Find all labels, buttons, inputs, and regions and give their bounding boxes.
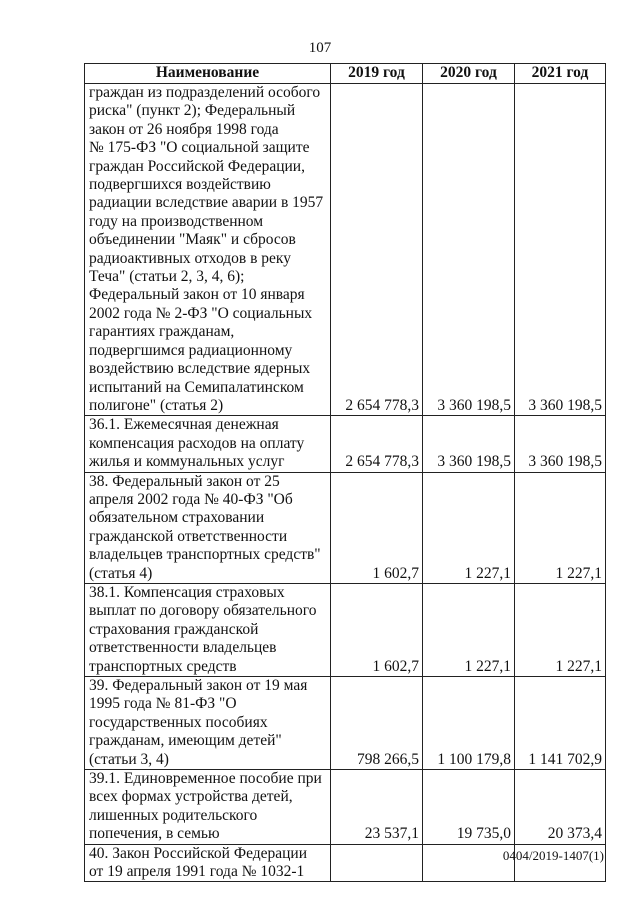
row-name: 38. Федеральный закон от 25 апреля 2002 года № 40-ФЗ "Об обязательном страховании гражданской ответственности владельцев транспортных средств" (статья 4) (85, 472, 331, 583)
row-value-2020 (423, 844, 515, 882)
header-2021: 2021 год (515, 64, 606, 84)
table-row (85, 84, 606, 416)
row-value-2021: 3 360 198,5 (515, 84, 606, 416)
header-2019: 2019 год (331, 64, 423, 84)
row-value-2019: 2 654 778,3 (331, 416, 423, 472)
row-name: 39. Федеральный закон от 19 мая 1995 года № 81-ФЗ "О государственных пособиях гражданам, имеющим детей" (статьи 3, 4) (85, 677, 331, 770)
row-value-2021: 1 227,1 (515, 472, 606, 583)
row-name: 40. Закон Российской Федерации от 19 апреля 1991 года № 1032-1 (85, 844, 331, 882)
row-value-2021: 3 360 198,5 (515, 416, 606, 472)
row-value-2020: 3 360 198,5 (423, 84, 515, 416)
row-value-2019 (331, 844, 423, 882)
budget-table (84, 63, 606, 882)
row-name: 36.1. Ежемесячная денежная компенсация расходов на оплату жилья и коммунальных услуг (85, 416, 331, 472)
header-name: Наименование (85, 64, 331, 84)
document-code: 0404/2019-1407(1) (502, 848, 604, 863)
table-row (85, 770, 606, 845)
table-header-row (85, 64, 606, 84)
row-name: 38.1. Компенсация страховых выплат по договору обязательного страхования гражданской ответственности владельцев транспортных средств (85, 583, 331, 676)
row-value-2019: 2 654 778,3 (331, 84, 423, 416)
row-value-2019: 23 537,1 (331, 770, 423, 845)
page-number: 107 (308, 40, 332, 56)
header-2020: 2020 год (423, 64, 515, 84)
row-value-2020: 3 360 198,5 (423, 416, 515, 472)
row-value-2020: 19 735,0 (423, 770, 515, 845)
row-value-2021: 1 141 702,9 (515, 677, 606, 770)
row-name: граждан из подразделений особого риска" (пункт 2); Федеральный закон от 26 ноября 1998 года № 175-ФЗ "О социальной защите граждан Российской Федерации, подвергшихся воздействию радиации вследствие аварии в 1957 году на производственном объединении "Маяк" и сбросов радиоактивных отходов в реку Теча" (статьи 2, 3, 4, 6); Федеральный закон от 10 января 2002 года № 2-ФЗ "О социальных гарантиях гражданам, подвергшимся радиационному воздействию вследствие ядерных испытаний на Семипалатинском полигоне" (статья 2) (85, 84, 331, 416)
row-value-2020: 1 227,1 (423, 583, 515, 676)
row-value-2021: 20 373,4 (515, 770, 606, 845)
table-row (85, 472, 606, 583)
row-value-2019: 1 602,7 (331, 583, 423, 676)
row-value-2019: 1 602,7 (331, 472, 423, 583)
row-value-2021: 1 227,1 (515, 583, 606, 676)
row-value-2020: 1 227,1 (423, 472, 515, 583)
table-row (85, 416, 606, 472)
row-name: 39.1. Единовременное пособие при всех формах устройства детей, лишенных родительского попечения, в семью (85, 770, 331, 845)
table-row (85, 583, 606, 676)
row-value-2020: 1 100 179,8 (423, 677, 515, 770)
table-row (85, 677, 606, 770)
row-value-2019: 798 266,5 (331, 677, 423, 770)
